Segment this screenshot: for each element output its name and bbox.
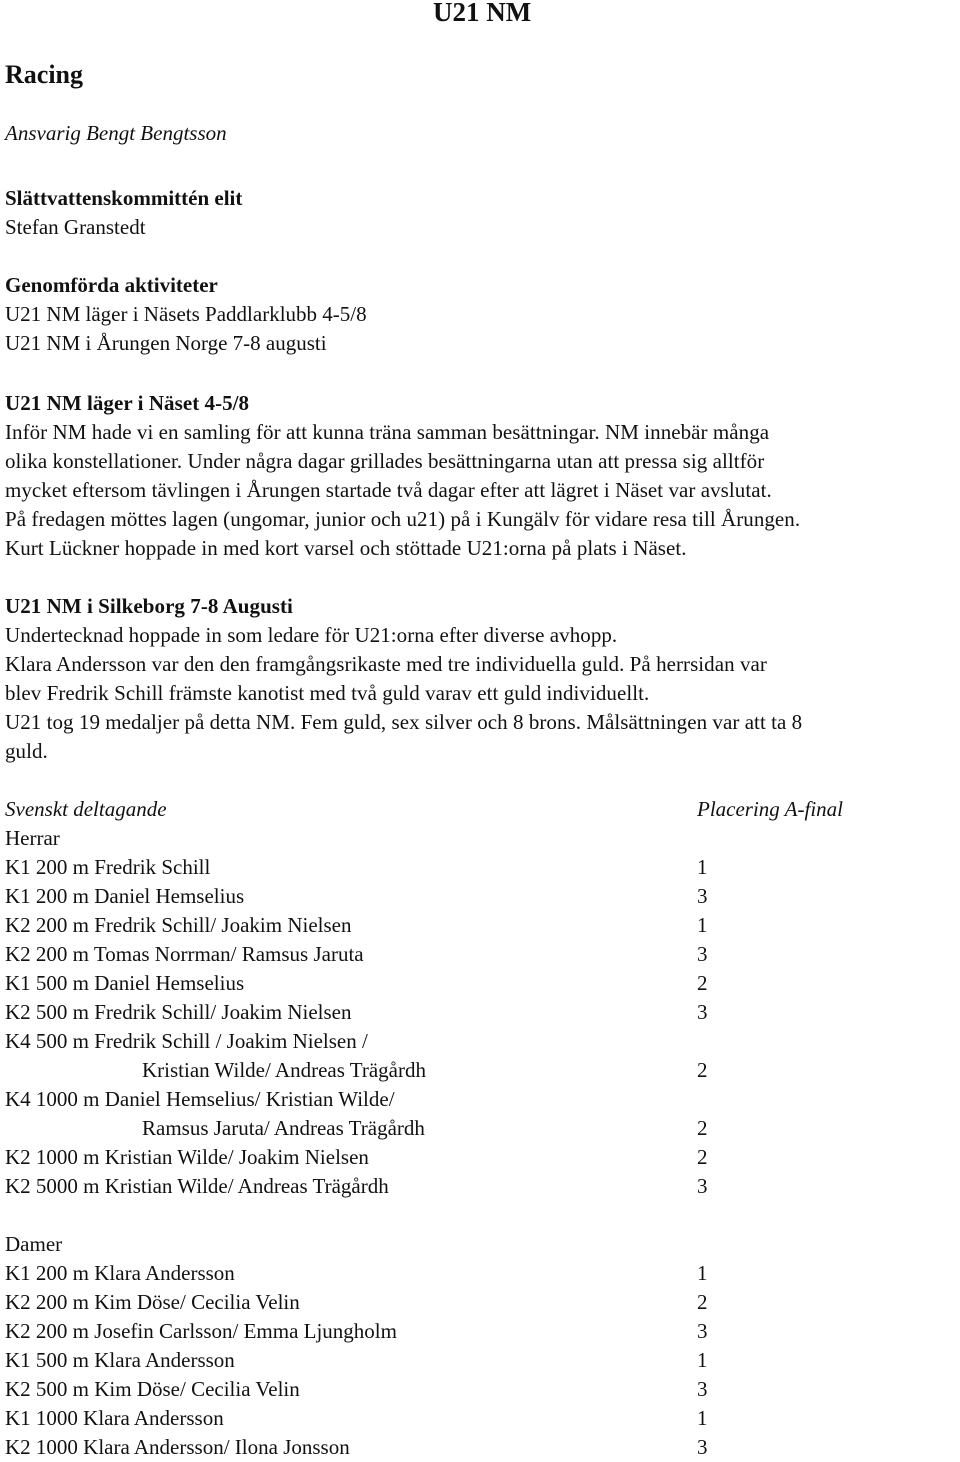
placement-cell: 3 [697, 884, 708, 908]
event-cell: K1 200 m Daniel Hemselius [5, 884, 245, 908]
camp-text-line: olika konstellationer. Under några dagar grillades besättningarna utan att pressa sig alltför [5, 449, 765, 473]
women-heading-row [5, 1230, 955, 1259]
table-row [5, 1317, 955, 1346]
placement-cell: 1 [697, 855, 708, 879]
event-cell: K1 200 m Klara Andersson [5, 1261, 235, 1285]
table-row [5, 940, 955, 969]
placement-cell: 3 [697, 1174, 708, 1198]
camp-text-line: Inför NM hade vi en samling för att kunna träna samman besättningar. NM innebär många [5, 420, 770, 444]
event-cell: K2 500 m Fredrik Schill/ Joakim Nielsen [5, 1000, 352, 1024]
placement-cell: 3 [697, 1000, 708, 1024]
camp-text-line: Kurt Lückner hoppade in med kort varsel och stöttade U21:orna på plats i Näset. [5, 536, 687, 560]
table-row [5, 1143, 955, 1172]
placement-cell: 1 [697, 1348, 708, 1372]
results-header-row [5, 795, 955, 824]
document-title: U21 NM [433, 0, 532, 27]
race-block [5, 592, 955, 766]
event-cell: K2 200 m Josefin Carlsson/ Emma Ljungholm [5, 1319, 397, 1343]
race-text-line: blev Fredrik Schill främste kanotist med två guld varav ett guld individuellt. [5, 681, 650, 705]
placement-cell: 1 [697, 1406, 708, 1430]
event-cell: K1 200 m Fredrik Schill [5, 855, 211, 879]
camp-heading: U21 NM läger i Näset 4-5/8 [5, 391, 250, 415]
table-row [5, 1346, 955, 1375]
race-text-line: U21 tog 19 medaljer på detta NM. Fem guld, sex silver och 8 brons. Målsättningen var att ta 8 [5, 710, 803, 734]
camp-text-line: På fredagen möttes lagen (ungomar, junior och u21) på i Kungälv för vidare resa till Årungen. [5, 507, 801, 531]
column-header-placement: Placering A-final [697, 797, 844, 821]
activities-block [5, 271, 955, 358]
race-text-line: guld. [5, 739, 48, 763]
spacer-row [5, 1201, 955, 1230]
event-cell: K2 500 m Kim Döse/ Cecilia Velin [5, 1377, 300, 1401]
responsible-line: Ansvarig Bengt Bengtsson [5, 121, 227, 145]
table-row [5, 1404, 955, 1433]
women-heading: Damer [5, 1232, 63, 1256]
men-heading: Herrar [5, 826, 60, 850]
placement-cell: 1 [697, 913, 708, 937]
event-cell: K2 200 m Tomas Norrman/ Ramsus Jaruta [5, 942, 364, 966]
event-cell: K2 5000 m Kristian Wilde/ Andreas Trägårdh [5, 1174, 389, 1198]
table-row [5, 882, 955, 911]
column-header-event: Svenskt deltagande [5, 797, 167, 821]
placement-cell: 1 [697, 1261, 708, 1285]
table-row [5, 1172, 955, 1201]
event-cell: K2 1000 m Kristian Wilde/ Joakim Nielsen [5, 1145, 369, 1169]
event-cell: K2 200 m Kim Döse/ Cecilia Velin [5, 1290, 300, 1314]
race-heading: U21 NM i Silkeborg 7-8 Augusti [5, 594, 293, 618]
results-table [5, 795, 955, 1462]
table-row [5, 1085, 955, 1114]
event-cell: K2 200 m Fredrik Schill/ Joakim Nielsen [5, 913, 352, 937]
activity-item: U21 NM läger i Näsets Paddlarklubb 4-5/8 [5, 302, 367, 326]
activities-heading: Genomförda aktiviteter [5, 273, 218, 297]
event-cell: K1 1000 Klara Andersson [5, 1406, 224, 1430]
table-row [5, 1027, 955, 1056]
placement-cell: 2 [697, 1058, 708, 1082]
event-cell: Kristian Wilde/ Andreas Trägårdh [142, 1058, 426, 1082]
placement-cell: 3 [697, 1319, 708, 1343]
event-cell: K1 500 m Klara Andersson [5, 1348, 235, 1372]
table-row [5, 1114, 955, 1143]
event-cell: K4 1000 m Daniel Hemselius/ Kristian Wilde/ [5, 1087, 395, 1111]
camp-text-line: mycket eftersom tävlingen i Årungen startade två dagar efter att lägret i Näset var avslutat. [5, 478, 772, 502]
placement-cell: 2 [697, 971, 708, 995]
committee-member: Stefan Granstedt [5, 215, 146, 239]
table-row [5, 1056, 955, 1085]
placement-cell: 2 [697, 1145, 708, 1169]
table-row [5, 1259, 955, 1288]
event-cell: K2 1000 Klara Andersson/ Ilona Jonsson [5, 1435, 350, 1459]
section-heading: Racing [5, 60, 83, 89]
event-cell: K1 500 m Daniel Hemselius [5, 971, 245, 995]
camp-block [5, 389, 955, 563]
placement-cell: 3 [697, 1377, 708, 1401]
placement-cell: 3 [697, 942, 708, 966]
event-cell: Ramsus Jaruta/ Andreas Trägårdh [142, 1116, 425, 1140]
table-row [5, 969, 955, 998]
event-cell: K4 500 m Fredrik Schill / Joakim Nielsen / [5, 1029, 368, 1053]
table-row [5, 998, 955, 1027]
activity-item: U21 NM i Årungen Norge 7-8 augusti [5, 331, 327, 355]
race-text-line: Klara Andersson var den den framgångsrikaste med tre individuella guld. På herrsidan var [5, 652, 767, 676]
committee-block [5, 184, 955, 242]
race-text-line: Undertecknad hoppade in som ledare för U21:orna efter diverse avhopp. [5, 623, 618, 647]
table-row [5, 1288, 955, 1317]
table-row [5, 853, 955, 882]
committee-heading: Slättvattenskommittén elit [5, 186, 243, 210]
men-heading-row [5, 824, 955, 853]
placement-cell: 3 [697, 1435, 708, 1459]
table-row [5, 911, 955, 940]
table-row [5, 1375, 955, 1404]
placement-cell: 2 [697, 1116, 708, 1140]
placement-cell: 2 [697, 1290, 708, 1314]
